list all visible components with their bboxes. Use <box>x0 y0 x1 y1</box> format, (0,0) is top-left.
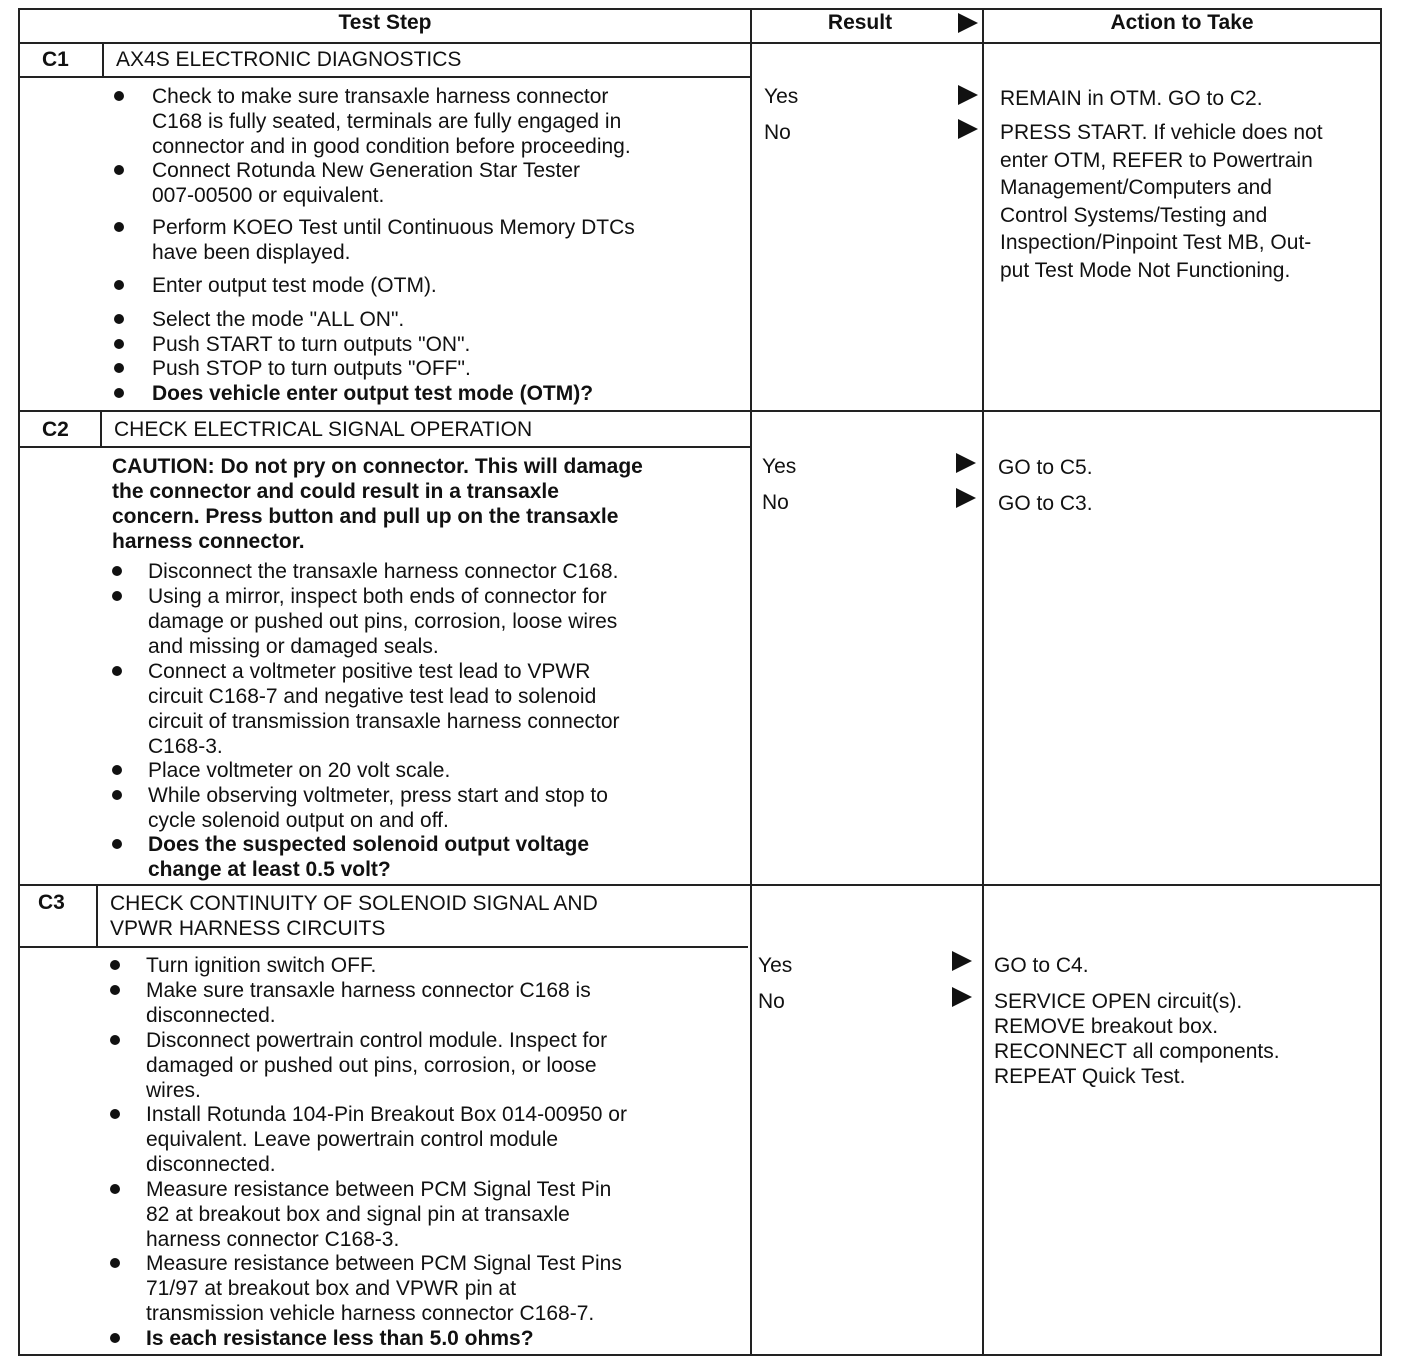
step-line: While observing voltmeter, press start and stop to <box>148 784 608 807</box>
step-line: Connect a voltmeter positive test lead to VPWR <box>148 660 591 683</box>
step-line: equivalent. Leave powertrain control module <box>146 1128 559 1151</box>
step-line: Connect Rotunda New Generation Star Tester <box>152 159 581 182</box>
arrow-right-icon <box>958 119 978 139</box>
step-line: wires. <box>146 1079 201 1102</box>
bullet-icon <box>112 790 122 800</box>
step-line: cycle solenoid output on and off. <box>148 809 449 832</box>
step-line: Measure resistance between PCM Signal Test Pin <box>146 1178 612 1201</box>
bullet-icon <box>110 1184 120 1194</box>
step-id-c1: C1 <box>42 48 69 71</box>
header-result: Result <box>827 11 893 34</box>
bullet-icon <box>110 1035 120 1045</box>
result-no: No <box>764 121 791 144</box>
step-line: Place voltmeter on 20 volt scale. <box>148 759 451 782</box>
step-line: connector and in good condition before proceeding. <box>152 135 631 158</box>
action-line: Management/Computers and <box>1000 176 1272 199</box>
result-yes: Yes <box>764 85 799 108</box>
bullet-icon <box>110 1333 120 1343</box>
step-line: Install Rotunda 104-Pin Breakout Box 014-00950 or <box>146 1103 627 1126</box>
caution-line: concern. Press button and pull up on the transaxle <box>112 505 619 528</box>
caution-line: CAUTION: Do not pry on connector. This will damage <box>112 455 643 478</box>
bullet-icon <box>114 91 124 101</box>
bullet-icon <box>114 363 124 373</box>
c3-title-rule <box>18 946 748 948</box>
step-question: change at least 0.5 volt? <box>148 858 391 881</box>
step-line: circuit of transmission transaxle harness connector <box>148 710 620 733</box>
step-question: Does the suspected solenoid output voltage <box>148 833 590 856</box>
bullet-icon <box>114 280 124 290</box>
step-line: Push STOP to turn outputs "OFF". <box>152 357 471 380</box>
action-line: Control Systems/Testing and <box>1000 204 1268 227</box>
bullet-icon <box>114 388 124 398</box>
bullet-icon <box>112 591 122 601</box>
table-top-border <box>18 8 1382 10</box>
result-yes: Yes <box>758 954 793 977</box>
bullet-icon <box>112 839 122 849</box>
action-line: enter OTM, REFER to Powertrain <box>1000 149 1313 172</box>
step-line: circuit C168-7 and negative test lead to solenoid <box>148 685 597 708</box>
c1-title-rule <box>18 76 752 78</box>
step-line: 71/97 at breakout box and VPWR pin at <box>146 1277 517 1300</box>
step-line: Perform KOEO Test until Continuous Memory DTCs <box>152 216 635 239</box>
step-line: disconnected. <box>146 1153 276 1176</box>
step-line: 007-00500 or equivalent. <box>152 184 385 207</box>
header-arrow-icon <box>958 13 978 33</box>
bullet-icon <box>110 1109 120 1119</box>
bullet-icon <box>114 165 124 175</box>
bullet-icon <box>114 339 124 349</box>
step-question: Does vehicle enter output test mode (OTM)? <box>152 382 594 405</box>
step-line: disconnected. <box>146 1004 276 1027</box>
header-rule <box>18 42 1382 44</box>
arrow-right-icon <box>956 488 976 508</box>
row-rule-c1-c2 <box>18 410 1382 412</box>
bullet-icon <box>110 1258 120 1268</box>
step-line: Enter output test mode (OTM). <box>152 274 437 297</box>
result-column-rule <box>750 8 752 1356</box>
bullet-icon <box>110 960 120 970</box>
c2-id-rule <box>100 410 102 448</box>
bullet-icon <box>112 666 122 676</box>
row-rule-c2-c3 <box>18 884 1382 886</box>
c2-title-rule <box>18 446 752 448</box>
step-line: Measure resistance between PCM Signal Test Pins <box>146 1252 622 1275</box>
action-line: GO to C5. <box>998 456 1093 479</box>
step-title-c3: CHECK CONTINUITY OF SOLENOID SIGNAL AND <box>110 892 598 915</box>
result-no: No <box>758 990 785 1013</box>
step-title-c2: CHECK ELECTRICAL SIGNAL OPERATION <box>114 418 533 441</box>
step-line: harness connector C168-3. <box>146 1228 400 1251</box>
action-line: RECONNECT all components. <box>994 1040 1280 1063</box>
table-bottom-border <box>18 1354 1382 1356</box>
step-title-c1: AX4S ELECTRONIC DIAGNOSTICS <box>116 48 462 71</box>
header-test-step: Test Step <box>338 11 432 34</box>
step-line: C168 is fully seated, terminals are fully engaged in <box>152 110 622 133</box>
action-line: PRESS START. If vehicle does not <box>1000 121 1323 144</box>
step-line: Push START to turn outputs "ON". <box>152 333 471 356</box>
bullet-icon <box>114 314 124 324</box>
action-line: put Test Mode Not Functioning. <box>1000 259 1291 282</box>
bullet-icon <box>112 566 122 576</box>
step-line: 82 at breakout box and signal pin at transaxle <box>146 1203 570 1226</box>
c3-id-rule <box>96 884 98 948</box>
caution-line: the connector and could result in a transaxle <box>112 480 559 503</box>
action-line: SERVICE OPEN circuit(s). <box>994 990 1243 1013</box>
arrow-right-icon <box>958 85 978 105</box>
bullet-icon <box>110 985 120 995</box>
step-line: Disconnect the transaxle harness connector C168. <box>148 560 619 583</box>
action-line: Inspection/Pinpoint Test MB, Out- <box>1000 231 1312 254</box>
step-line: Disconnect powertrain control module. Inspect for <box>146 1029 608 1052</box>
step-line: damage or pushed out pins, corrosion, loose wires <box>148 610 618 633</box>
arrow-right-icon <box>956 453 976 473</box>
step-line: and missing or damaged seals. <box>148 635 439 658</box>
step-line: Turn ignition switch OFF. <box>146 954 377 977</box>
step-line: have been displayed. <box>152 241 351 264</box>
caution-line: harness connector. <box>112 530 305 553</box>
step-line: Check to make sure transaxle harness connector <box>152 85 609 108</box>
step-line: damaged or pushed out pins, corrosion, or loose <box>146 1054 597 1077</box>
action-line: REMOVE breakout box. <box>994 1015 1219 1038</box>
step-line: Using a mirror, inspect both ends of connector for <box>148 585 607 608</box>
step-line: C168-3. <box>148 735 223 758</box>
bullet-icon <box>114 222 124 232</box>
header-action: Action to Take <box>1110 11 1254 34</box>
step-line: Make sure transaxle harness connector C168 is <box>146 979 591 1002</box>
step-title-c3-line2: VPWR HARNESS CIRCUITS <box>110 917 386 940</box>
bullet-icon <box>112 765 122 775</box>
step-id-c3: C3 <box>38 891 65 914</box>
action-line: GO to C4. <box>994 954 1089 977</box>
result-no: No <box>762 491 789 514</box>
arrow-right-icon <box>952 951 972 971</box>
arrow-right-icon <box>952 987 972 1007</box>
action-column-rule <box>982 8 984 1356</box>
step-line: transmission vehicle harness connector C168-7. <box>146 1302 595 1325</box>
c1-id-rule <box>102 42 104 78</box>
result-yes: Yes <box>762 455 797 478</box>
table-left-border <box>18 8 20 1356</box>
step-question: Is each resistance less than 5.0 ohms? <box>146 1327 534 1350</box>
table-right-border <box>1380 8 1382 1356</box>
action-line: REMAIN in OTM. GO to C2. <box>1000 87 1263 110</box>
step-id-c2: C2 <box>42 418 69 441</box>
action-line: GO to C3. <box>998 492 1093 515</box>
action-line: REPEAT Quick Test. <box>994 1065 1186 1088</box>
step-line: Select the mode "ALL ON". <box>152 308 405 331</box>
